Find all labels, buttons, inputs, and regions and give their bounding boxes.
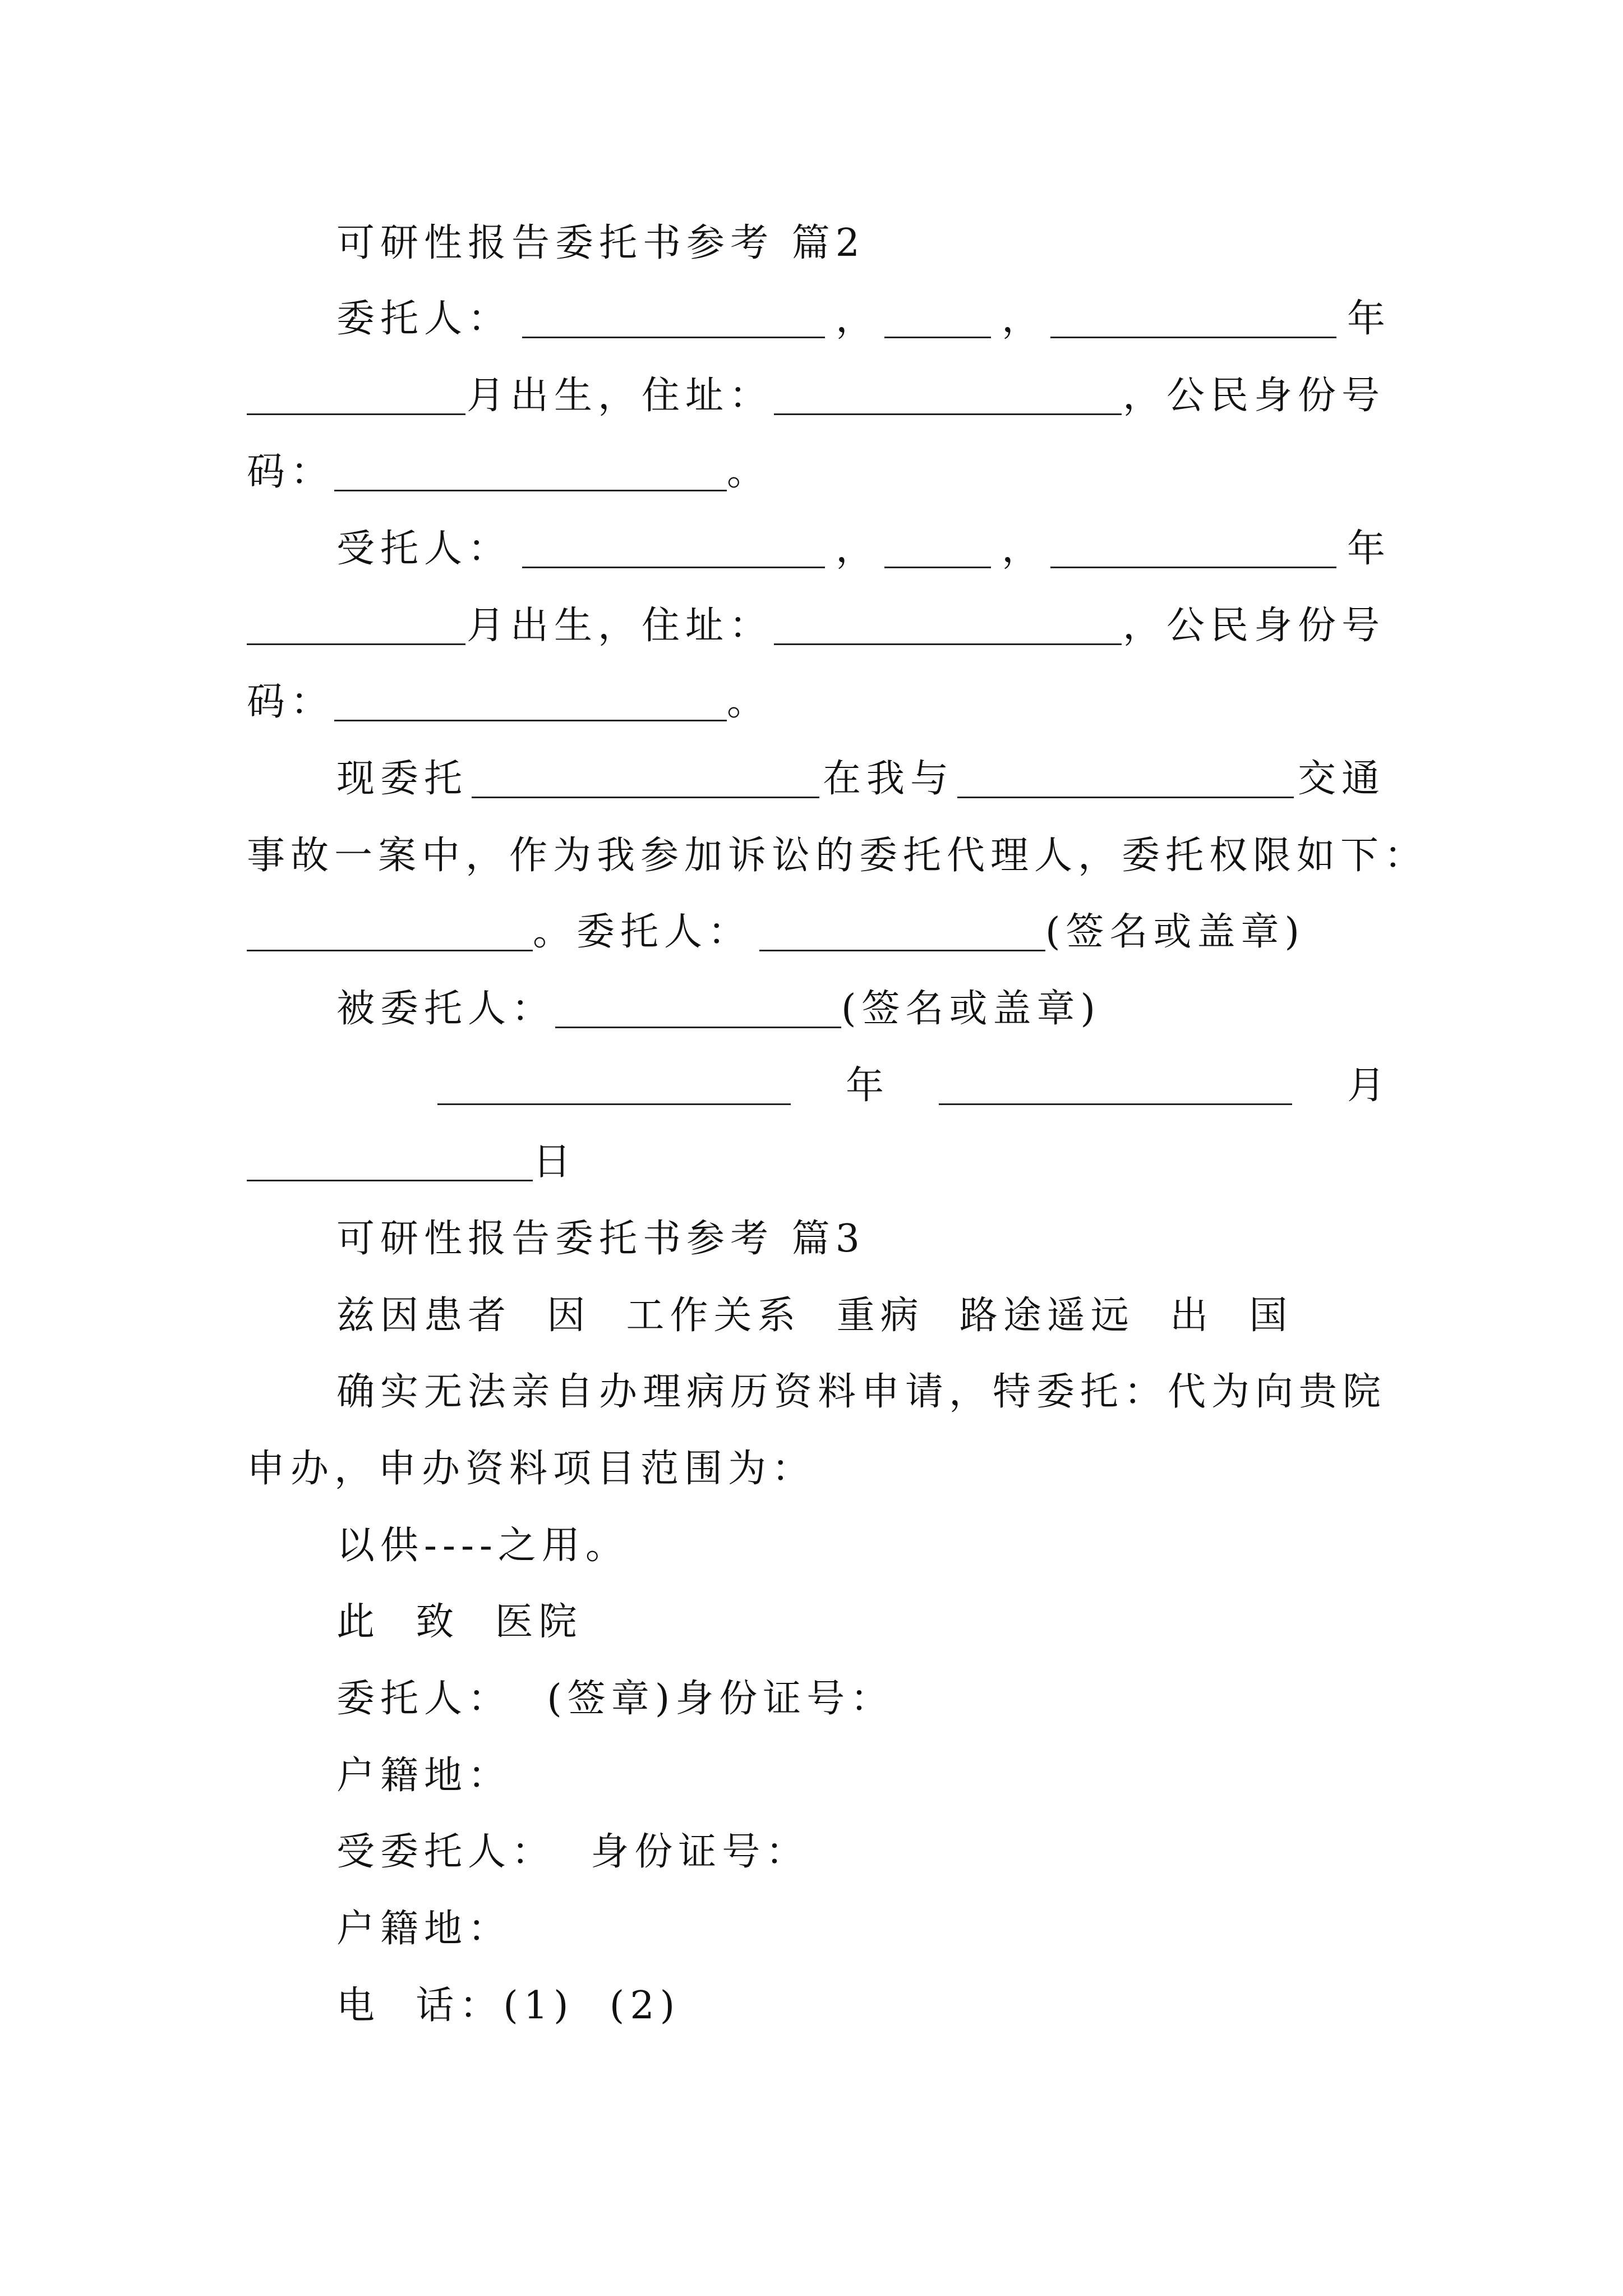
period: 。 <box>727 680 766 724</box>
body-line-1: 确实无法亲自办理病历资料申请，特委托：代为向贵院 <box>336 1370 1387 1414</box>
period: 。 <box>727 450 766 494</box>
principal2-label: 。委托人： <box>533 910 752 954</box>
day-line <box>247 1140 1385 1184</box>
month-label: 月 <box>1347 1064 1385 1108</box>
with-label: 在我与 <box>822 757 954 801</box>
salutation-line: 此 致 医院 <box>336 1600 583 1644</box>
principal-line-2 <box>247 374 1385 418</box>
year-label: 年 <box>1347 297 1385 341</box>
born-address-label: 月出生，住址： <box>466 604 773 648</box>
blank-field <box>774 377 1122 415</box>
section-title-3: 可研性报告委托书参考 篇3 <box>336 1217 865 1261</box>
agent-id-line: 受委托人： 身份证号： <box>336 1830 810 1874</box>
entrust-line-2: 事故一案中，作为我参加诉讼的委托代理人，委托权限如下： <box>247 834 1428 878</box>
comma: ， <box>835 297 874 341</box>
principal-line-3 <box>247 450 1385 494</box>
blank-field <box>247 913 533 951</box>
blank-field <box>522 300 825 338</box>
blank-field <box>957 760 1294 798</box>
agent-line-3 <box>247 680 1385 724</box>
principal-line-1 <box>336 297 1385 341</box>
now-entrust-label: 现委托 <box>336 757 468 801</box>
blank-field <box>247 607 465 645</box>
traffic-label: 交通 <box>1297 757 1385 801</box>
section-title-2: 可研性报告委托书参考 篇2 <box>336 221 865 265</box>
entrust-line-1 <box>336 757 1385 801</box>
blank-field <box>472 760 819 798</box>
blank-field <box>774 607 1122 645</box>
comma: ， <box>835 527 874 571</box>
id-label: ，公民身份号 <box>1122 374 1385 418</box>
blank-field <box>939 1067 1292 1105</box>
use-line: 以供----之用。 <box>336 1524 629 1568</box>
principal-id-line: 委托人： (签章)身份证号： <box>336 1677 895 1721</box>
phone-line: 电 话：(1) (2) <box>336 1984 681 2028</box>
entrusted-line <box>336 987 1385 1031</box>
sign-label: (签名或盖章) <box>841 987 1101 1031</box>
born-address-label: 月出生，住址： <box>466 374 773 418</box>
code-label: 码： <box>247 680 335 724</box>
day-label: 日 <box>533 1140 571 1184</box>
entrust-line-3 <box>247 910 1385 954</box>
entrusted-label: 被委托人： <box>336 987 556 1031</box>
blank-field <box>437 1067 791 1105</box>
agent-label: 受托人： <box>336 527 512 571</box>
comma: ， <box>1001 297 1040 341</box>
blank-field <box>555 990 841 1028</box>
blank-field <box>247 1143 533 1181</box>
agent-line-2 <box>247 604 1385 648</box>
comma: ， <box>1001 527 1040 571</box>
hukou-line-1: 户籍地： <box>336 1754 512 1798</box>
blank-field <box>522 530 825 568</box>
sign-label: (签名或盖章) <box>1045 910 1306 954</box>
blank-field <box>334 683 727 721</box>
body-line-2: 申办，申办资料项目范围为： <box>247 1447 816 1491</box>
reason-line: 兹因患者 因 工作关系 重病 路途遥远 出 国 <box>336 1294 1293 1338</box>
blank-field <box>759 913 1045 951</box>
blank-field <box>1050 530 1336 568</box>
id-label: ，公民身份号 <box>1122 604 1385 648</box>
principal-label: 委托人： <box>336 297 512 341</box>
blank-field <box>884 530 991 568</box>
blank-field <box>884 300 991 338</box>
blank-field <box>247 377 465 415</box>
date-line <box>437 1064 1385 1108</box>
hukou-line-2: 户籍地： <box>336 1907 512 1951</box>
code-label: 码： <box>247 450 335 494</box>
blank-field <box>334 453 727 491</box>
year-label: 年 <box>845 1064 884 1108</box>
agent-line-1 <box>336 527 1385 571</box>
year-label: 年 <box>1347 527 1385 571</box>
blank-field <box>1050 300 1336 338</box>
